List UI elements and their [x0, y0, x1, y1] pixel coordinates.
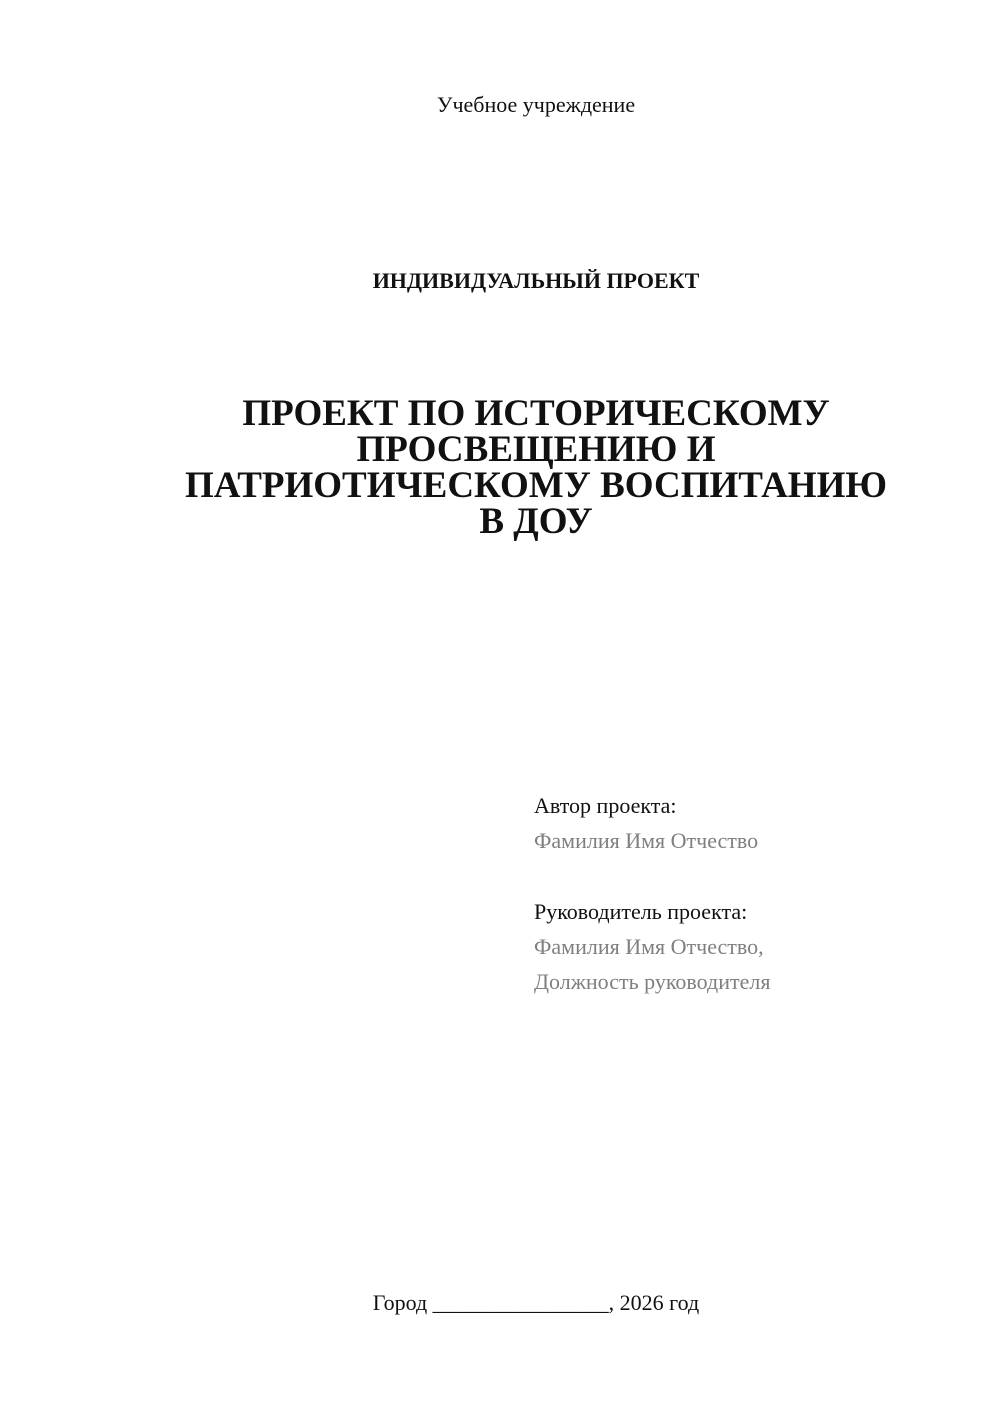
author-name: Фамилия Имя Отчество: [534, 828, 759, 853]
document-type: ИНДИВИДУАЛЬНЫЙ ПРОЕКТ: [372, 268, 700, 293]
city-year-line: Город ________________, 2026 год: [372, 1290, 700, 1315]
project-title-line-4: В ДОУ: [479, 501, 593, 542]
supervisor-name: Фамилия Имя Отчество,: [534, 934, 764, 959]
institution-name: Учебное учреждение: [436, 92, 636, 117]
supervisor-position: Должность руководителя: [534, 969, 771, 994]
credits-block: [534, 788, 954, 999]
project-title: [100, 393, 972, 542]
supervisor-label: Руководитель проекта:: [534, 899, 748, 924]
author-label: Автор проекта:: [534, 793, 677, 818]
project-title-line-1: ПРОЕКТ ПО ИСТОРИЧЕСКОМУ: [242, 393, 830, 434]
project-title-line-2: ПРОСВЕЩЕНИЮ И: [356, 429, 716, 470]
project-title-line-3: ПАТРИОТИЧЕСКОМУ ВОСПИТАНИЮ: [184, 465, 888, 506]
credits-spacer: [534, 858, 954, 894]
